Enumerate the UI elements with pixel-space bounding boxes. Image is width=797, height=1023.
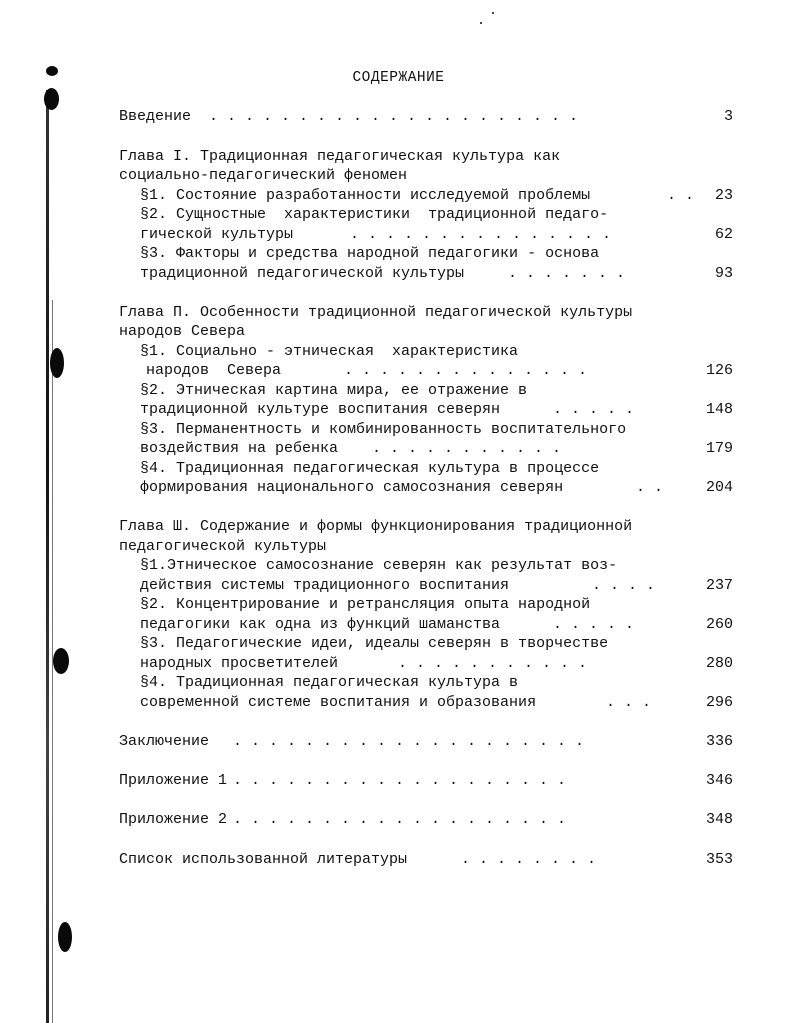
toc-page-number: 126 (705, 362, 733, 379)
toc-label: Список использованной литературы (119, 851, 408, 868)
toc-label: Приложение 2 (119, 811, 228, 828)
toc-label: педагогики как одна из функций шаманства (140, 616, 501, 633)
toc-page-number: 93 (714, 265, 733, 282)
toc-label: гической культуры (140, 226, 294, 243)
toc-entry-appendix-1 (119, 771, 733, 791)
toc-label: §1. Состояние разработанности исследуемой проблемы (140, 187, 591, 204)
toc-label: воздействия на ребенка (140, 440, 339, 457)
toc-entry-section (140, 381, 733, 401)
scan-ink-blot (50, 348, 64, 378)
chapter-heading (119, 322, 733, 342)
toc-dots: . . . . . . . . . . . . . . . . . . . . . (209, 108, 579, 125)
toc-label: традиционной педагогической культуры (140, 265, 465, 282)
scan-ink-blot (58, 922, 72, 952)
toc-label: современной системе воспитания и образования (140, 694, 537, 711)
toc-label: §4. Традиционная педагогическая культура в процессе (140, 460, 600, 477)
toc-dots: . . . . (592, 577, 656, 594)
toc-entry-section (140, 615, 733, 635)
toc-label: §1.Этническое самосознание северян как результат воз- (140, 557, 618, 574)
toc-label: §4. Традиционная педагогическая культура в (140, 674, 519, 691)
toc-label: традиционной культуре воспитания северян (140, 401, 501, 418)
toc-dots: . . . . . . . . . . . . . . . . . . . (233, 772, 567, 789)
toc-entry-appendix-2 (119, 810, 733, 830)
scan-margin-line (46, 90, 49, 1023)
toc-dots: . . (636, 479, 664, 496)
toc-entry-section (140, 439, 733, 459)
scan-speck (480, 22, 482, 24)
toc-dots: . . . . . . . . . . . (398, 655, 588, 672)
toc-entry-section (140, 459, 733, 479)
chapter-heading (119, 517, 733, 537)
toc-entry-section (140, 654, 733, 674)
toc-dots: . . (667, 187, 695, 204)
toc-label: Заключение (119, 733, 210, 750)
toc-label: §2. Сущностные характеристики традиционной педаго- (140, 206, 609, 223)
toc-entry-section (140, 693, 733, 713)
toc-dots: . . . . . (553, 616, 635, 633)
chapter-heading-line: народов Севера (119, 323, 246, 340)
toc-entry-section (140, 225, 733, 245)
toc-entry-section (140, 595, 733, 615)
toc-label: действия системы традиционного воспитания (140, 577, 510, 594)
toc-entry-section (146, 361, 733, 381)
toc-entry-section (140, 634, 733, 654)
toc-entry-section (140, 556, 733, 576)
toc-dots: . . . . . . . . . . . (372, 440, 562, 457)
toc-page-number: 62 (714, 226, 733, 243)
scan-ink-blot (44, 88, 59, 110)
chapter-heading-line: Глава П. Особенности традиционной педагогической культуры (119, 304, 633, 321)
toc-page-number: 353 (705, 851, 733, 868)
chapter-heading (119, 147, 733, 167)
toc-entry-section (140, 342, 733, 362)
toc-label: народов Севера (146, 362, 282, 379)
toc-dots: . . . . . . . . . . . . . . . . . . . (233, 811, 567, 828)
toc-entry-intro (119, 107, 733, 127)
chapter-heading-line: педагогической культуры (119, 538, 327, 555)
toc-label: §3. Педагогические идеи, идеалы северян в творчестве (140, 635, 609, 652)
toc-label: §1. Социально - этническая характеристика (140, 343, 519, 360)
toc-dots: . . . (606, 694, 652, 711)
toc-entry-section (140, 576, 733, 596)
toc-page-number: 237 (705, 577, 733, 594)
chapter-heading-line: Глава I. Традиционная педагогическая культура как (119, 148, 561, 165)
toc-page-number: 23 (714, 187, 733, 204)
toc-dots: . . . . . . . (508, 265, 626, 282)
toc-page-number: 280 (705, 655, 733, 672)
toc-dots: . . . . . . . . . . . . . . . (350, 226, 612, 243)
toc-page-number: 296 (705, 694, 733, 711)
chapter-heading (119, 303, 733, 323)
toc-entry-section (140, 244, 733, 264)
toc-page-number: 179 (705, 440, 733, 457)
toc-page-number: 204 (705, 479, 733, 496)
toc-label: §2. Этническая картина мира, ее отражение в (140, 382, 528, 399)
toc-dots: . . . . . . . . . . . . . . (344, 362, 588, 379)
chapter-heading (119, 537, 733, 557)
toc-dots: . . . . . (553, 401, 635, 418)
toc-label: народных просветителей (140, 655, 339, 672)
scan-ink-blot (53, 648, 69, 674)
toc-label: формирования национального самосознания северян (140, 479, 564, 496)
toc-page-number: 3 (723, 108, 733, 125)
page-title: СОДЕРЖАНИЕ (352, 70, 445, 86)
toc-page-number: 148 (705, 401, 733, 418)
toc-page-number: 348 (705, 811, 733, 828)
toc-entry-section (140, 420, 733, 440)
toc-page-number: 260 (705, 616, 733, 633)
toc-entry-section (140, 186, 733, 206)
chapter-heading-line: Глава Ш. Содержание и формы функционирования традиционной (119, 518, 633, 535)
toc-entry-section (140, 400, 733, 420)
toc-entry-section (140, 264, 733, 284)
toc-label: §3. Факторы и средства народной педагогики - основа (140, 245, 600, 262)
toc-page-number: 346 (705, 772, 733, 789)
chapter-heading (119, 166, 733, 186)
toc-dots: . . . . . . . . (461, 851, 597, 868)
toc-label: Приложение 1 (119, 772, 228, 789)
toc-dots: . . . . . . . . . . . . . . . . . . . . (233, 733, 585, 750)
toc-label: §2. Концентрирование и ретрансляция опыта народной (140, 596, 591, 613)
scan-speck (492, 12, 494, 14)
toc-entry-section (140, 673, 733, 693)
toc-label: §3. Перманентность и комбинированность воспитательного (140, 421, 627, 438)
chapter-heading-line: социально-педагогический феномен (119, 167, 408, 184)
toc-label: Введение (119, 108, 192, 125)
toc-page-number: 336 (705, 733, 733, 750)
toc-entry-references (119, 850, 733, 870)
toc-entry-conclusion (119, 732, 733, 752)
toc-entry-section (140, 478, 733, 498)
toc-entry-section (140, 205, 733, 225)
